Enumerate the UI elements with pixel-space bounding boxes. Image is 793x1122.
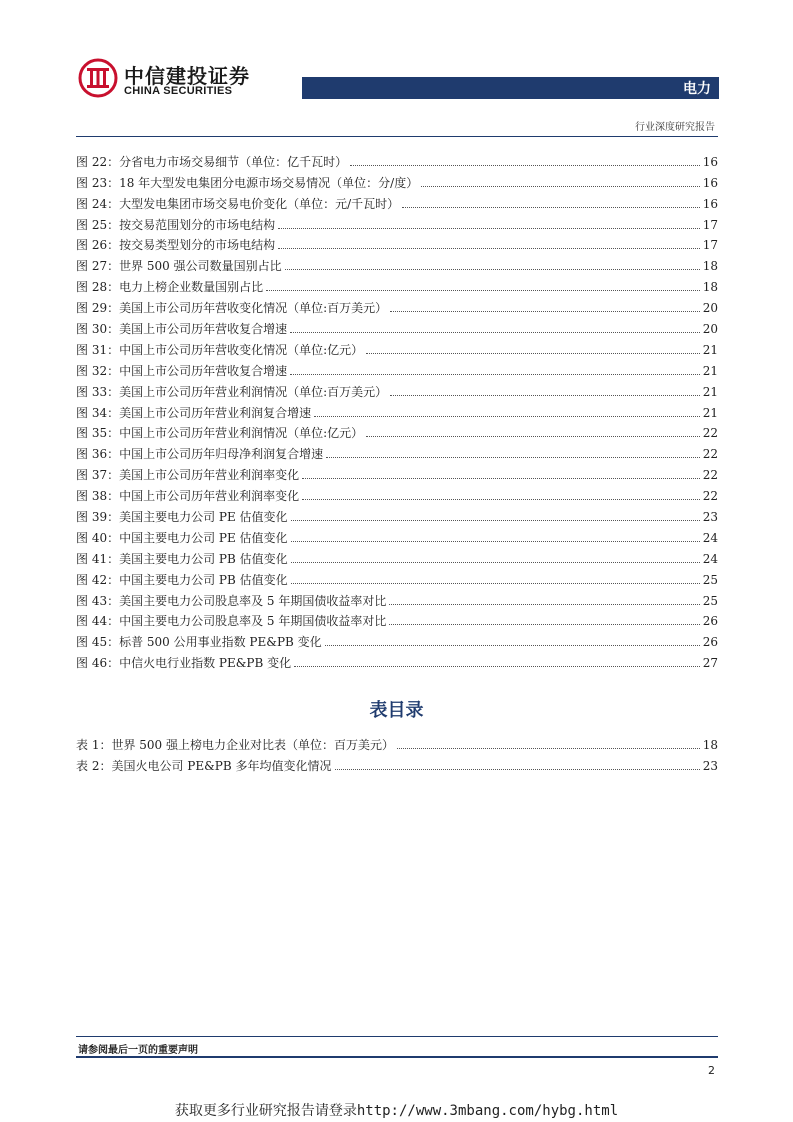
figure-toc-row[interactable] [76,545,718,566]
toc-dot-leader [326,456,700,458]
figure-toc-row[interactable] [76,273,718,294]
logo-english-name: CHINA SECURITIES [124,85,233,97]
logo-chinese-name: 中信建投证券 [124,64,250,88]
toc-dot-leader [350,164,700,166]
figure-toc-row[interactable] [76,440,718,461]
figure-toc-row[interactable] [76,315,718,336]
toc-entry-label: 图 45：标普 500 公用事业指数 PE&PB 变化 [76,635,322,650]
toc-entry-page: 23 [702,510,718,525]
tables-toc-title: 表目录 [369,700,424,721]
toc-entry-label: 图 33：美国上市公司历年营业利润情况（单位:百万美元） [76,384,388,399]
toc-entry-page: 23 [702,758,718,773]
figure-toc-row[interactable] [76,503,718,524]
toc-entry-label: 图 46：中信火电行业指数 PE&PB 变化 [76,656,292,671]
figure-toc-row[interactable] [76,608,718,629]
report-type: 行业深度研究报告 [635,122,715,133]
toc-entry-label: 图 32：中国上市公司历年营收复合增速 [76,363,288,378]
figure-toc-row[interactable] [76,336,718,357]
toc-entry-label: 图 29：美国上市公司历年营收变化情况（单位:百万美元） [76,301,388,316]
toc-dot-leader [402,206,700,208]
toc-entry-page: 21 [702,342,718,357]
figure-toc-row[interactable] [76,399,718,420]
toc-entry-label: 图 23：18 年大型发电集团分电源市场交易情况（单位：分/度） [76,175,419,190]
toc-entry-page: 16 [702,175,718,190]
toc-dot-leader [294,665,700,667]
figure-toc-row[interactable] [76,378,718,399]
toc-entry-label: 图 41：美国主要电力公司 PB 估值变化 [76,551,288,566]
industry-label: 电力 [683,81,711,97]
page-number: 2 [708,1064,715,1077]
toc-dot-leader [366,435,700,437]
toc-dot-leader [291,540,700,542]
toc-dot-leader [390,394,700,396]
toc-entry-page: 24 [702,551,718,566]
toc-dot-leader [314,415,700,417]
toc-dot-leader [285,268,700,270]
figure-toc-row[interactable] [76,294,718,315]
toc-entry-page: 22 [702,447,718,462]
toc-entry-page: 26 [702,614,718,629]
figure-toc-row[interactable] [76,211,718,232]
figure-toc-row[interactable] [76,252,718,273]
citic-logo-icon [78,58,118,98]
toc-entry-label: 图 31：中国上市公司历年营收变化情况（单位:亿元） [76,342,364,357]
toc-entry-page: 24 [702,530,718,545]
header-divider [76,136,718,137]
toc-entry-label: 图 42：中国主要电力公司 PB 估值变化 [76,572,288,587]
toc-entry-page: 22 [702,468,718,483]
toc-dot-leader [421,185,700,187]
toc-entry-page: 27 [702,656,718,671]
toc-entry-label: 图 24：大型发电集团市场交易电价变化（单位：元/千瓦时） [76,196,400,211]
toc-entry-page: 17 [702,217,718,232]
figure-toc-row[interactable] [76,232,718,253]
toc-dot-leader [325,644,700,646]
company-logo [78,58,253,102]
figure-toc-row[interactable] [76,566,718,587]
figure-toc-row[interactable] [76,524,718,545]
footer-divider-top [76,1036,718,1037]
figures-toc-list [76,148,718,670]
toc-entry-label: 图 28：电力上榜企业数量国别占比 [76,280,264,295]
toc-entry-page: 21 [702,384,718,399]
toc-dot-leader [389,603,699,605]
figure-toc-row[interactable] [76,357,718,378]
toc-entry-page: 18 [702,280,718,295]
disclaimer-note: 请参阅最后一页的重要声明 [78,1045,198,1056]
toc-dot-leader [302,477,700,479]
toc-entry-page: 18 [702,737,718,752]
figure-toc-row[interactable] [76,169,718,190]
figure-toc-row[interactable] [76,461,718,482]
toc-entry-label: 图 36：中国上市公司历年归母净利润复合增速 [76,447,324,462]
toc-entry-page: 22 [702,489,718,504]
toc-entry-page: 18 [702,259,718,274]
toc-dot-leader [291,561,700,563]
figure-toc-row[interactable] [76,148,718,169]
toc-entry-label: 图 30：美国上市公司历年营收复合增速 [76,322,288,337]
toc-dot-leader [397,747,700,749]
figure-toc-row[interactable] [76,482,718,503]
toc-entry-label: 图 22：分省电力市场交易细节（单位：亿千瓦时） [76,154,348,169]
toc-entry-page: 17 [702,238,718,253]
table-toc-row[interactable] [76,752,718,773]
toc-entry-page: 16 [702,154,718,169]
toc-entry-page: 21 [702,363,718,378]
toc-entry-label: 图 40：中国主要电力公司 PE 估值变化 [76,530,288,545]
toc-entry-label: 图 44：中国主要电力公司股息率及 5 年期国债收益率对比 [76,614,387,629]
toc-entry-label: 图 39：美国主要电力公司 PE 估值变化 [76,510,288,525]
toc-entry-label: 图 27：世界 500 强公司数量国别占比 [76,259,282,274]
toc-dot-leader [389,623,699,625]
figure-toc-row[interactable] [76,628,718,649]
figure-toc-row[interactable] [76,649,718,670]
toc-entry-label: 图 37：美国上市公司历年营业利润率变化 [76,468,300,483]
toc-entry-page: 20 [702,322,718,337]
toc-dot-leader [266,289,700,291]
toc-entry-page: 20 [702,301,718,316]
toc-dot-leader [291,519,700,521]
toc-entry-label: 图 26：按交易类型划分的市场电结构 [76,238,276,253]
toc-entry-page: 25 [702,572,718,587]
toc-entry-label: 图 25：按交易范围划分的市场电结构 [76,217,276,232]
toc-entry-page: 26 [702,635,718,650]
toc-entry-page: 16 [702,196,718,211]
table-toc-row[interactable] [76,731,718,752]
footer-divider-bottom [76,1056,718,1058]
toc-entry-page: 25 [702,593,718,608]
toc-dot-leader [390,310,700,312]
tables-toc-list [76,731,718,773]
toc-entry-label: 图 34：美国上市公司历年营业利润复合增速 [76,405,312,420]
industry-header-bar [302,77,719,99]
toc-dot-leader [302,498,700,500]
toc-dot-leader [335,768,700,770]
website-watermark: 获取更多行业研究报告请登录http://www.3mbang.com/hybg.html [174,1103,619,1119]
toc-dot-leader [290,331,700,333]
toc-entry-label: 表 2：美国火电公司 PE&PB 多年均值变化情况 [76,758,332,773]
toc-entry-page: 21 [702,405,718,420]
toc-entry-label: 表 1：世界 500 强上榜电力企业对比表（单位：百万美元） [76,737,394,752]
toc-dot-leader [278,247,700,249]
toc-dot-leader [290,373,700,375]
toc-entry-label: 图 35：中国上市公司历年营业利润情况（单位:亿元） [76,426,364,441]
figure-toc-row[interactable] [76,190,718,211]
toc-dot-leader [366,352,700,354]
figure-toc-row[interactable] [76,587,718,608]
figure-toc-row[interactable] [76,420,718,441]
toc-dot-leader [278,227,700,229]
toc-entry-label: 图 38：中国上市公司历年营业利润率变化 [76,489,300,504]
toc-dot-leader [291,582,700,584]
toc-entry-label: 图 43：美国主要电力公司股息率及 5 年期国债收益率对比 [76,593,387,608]
toc-entry-page: 22 [702,426,718,441]
